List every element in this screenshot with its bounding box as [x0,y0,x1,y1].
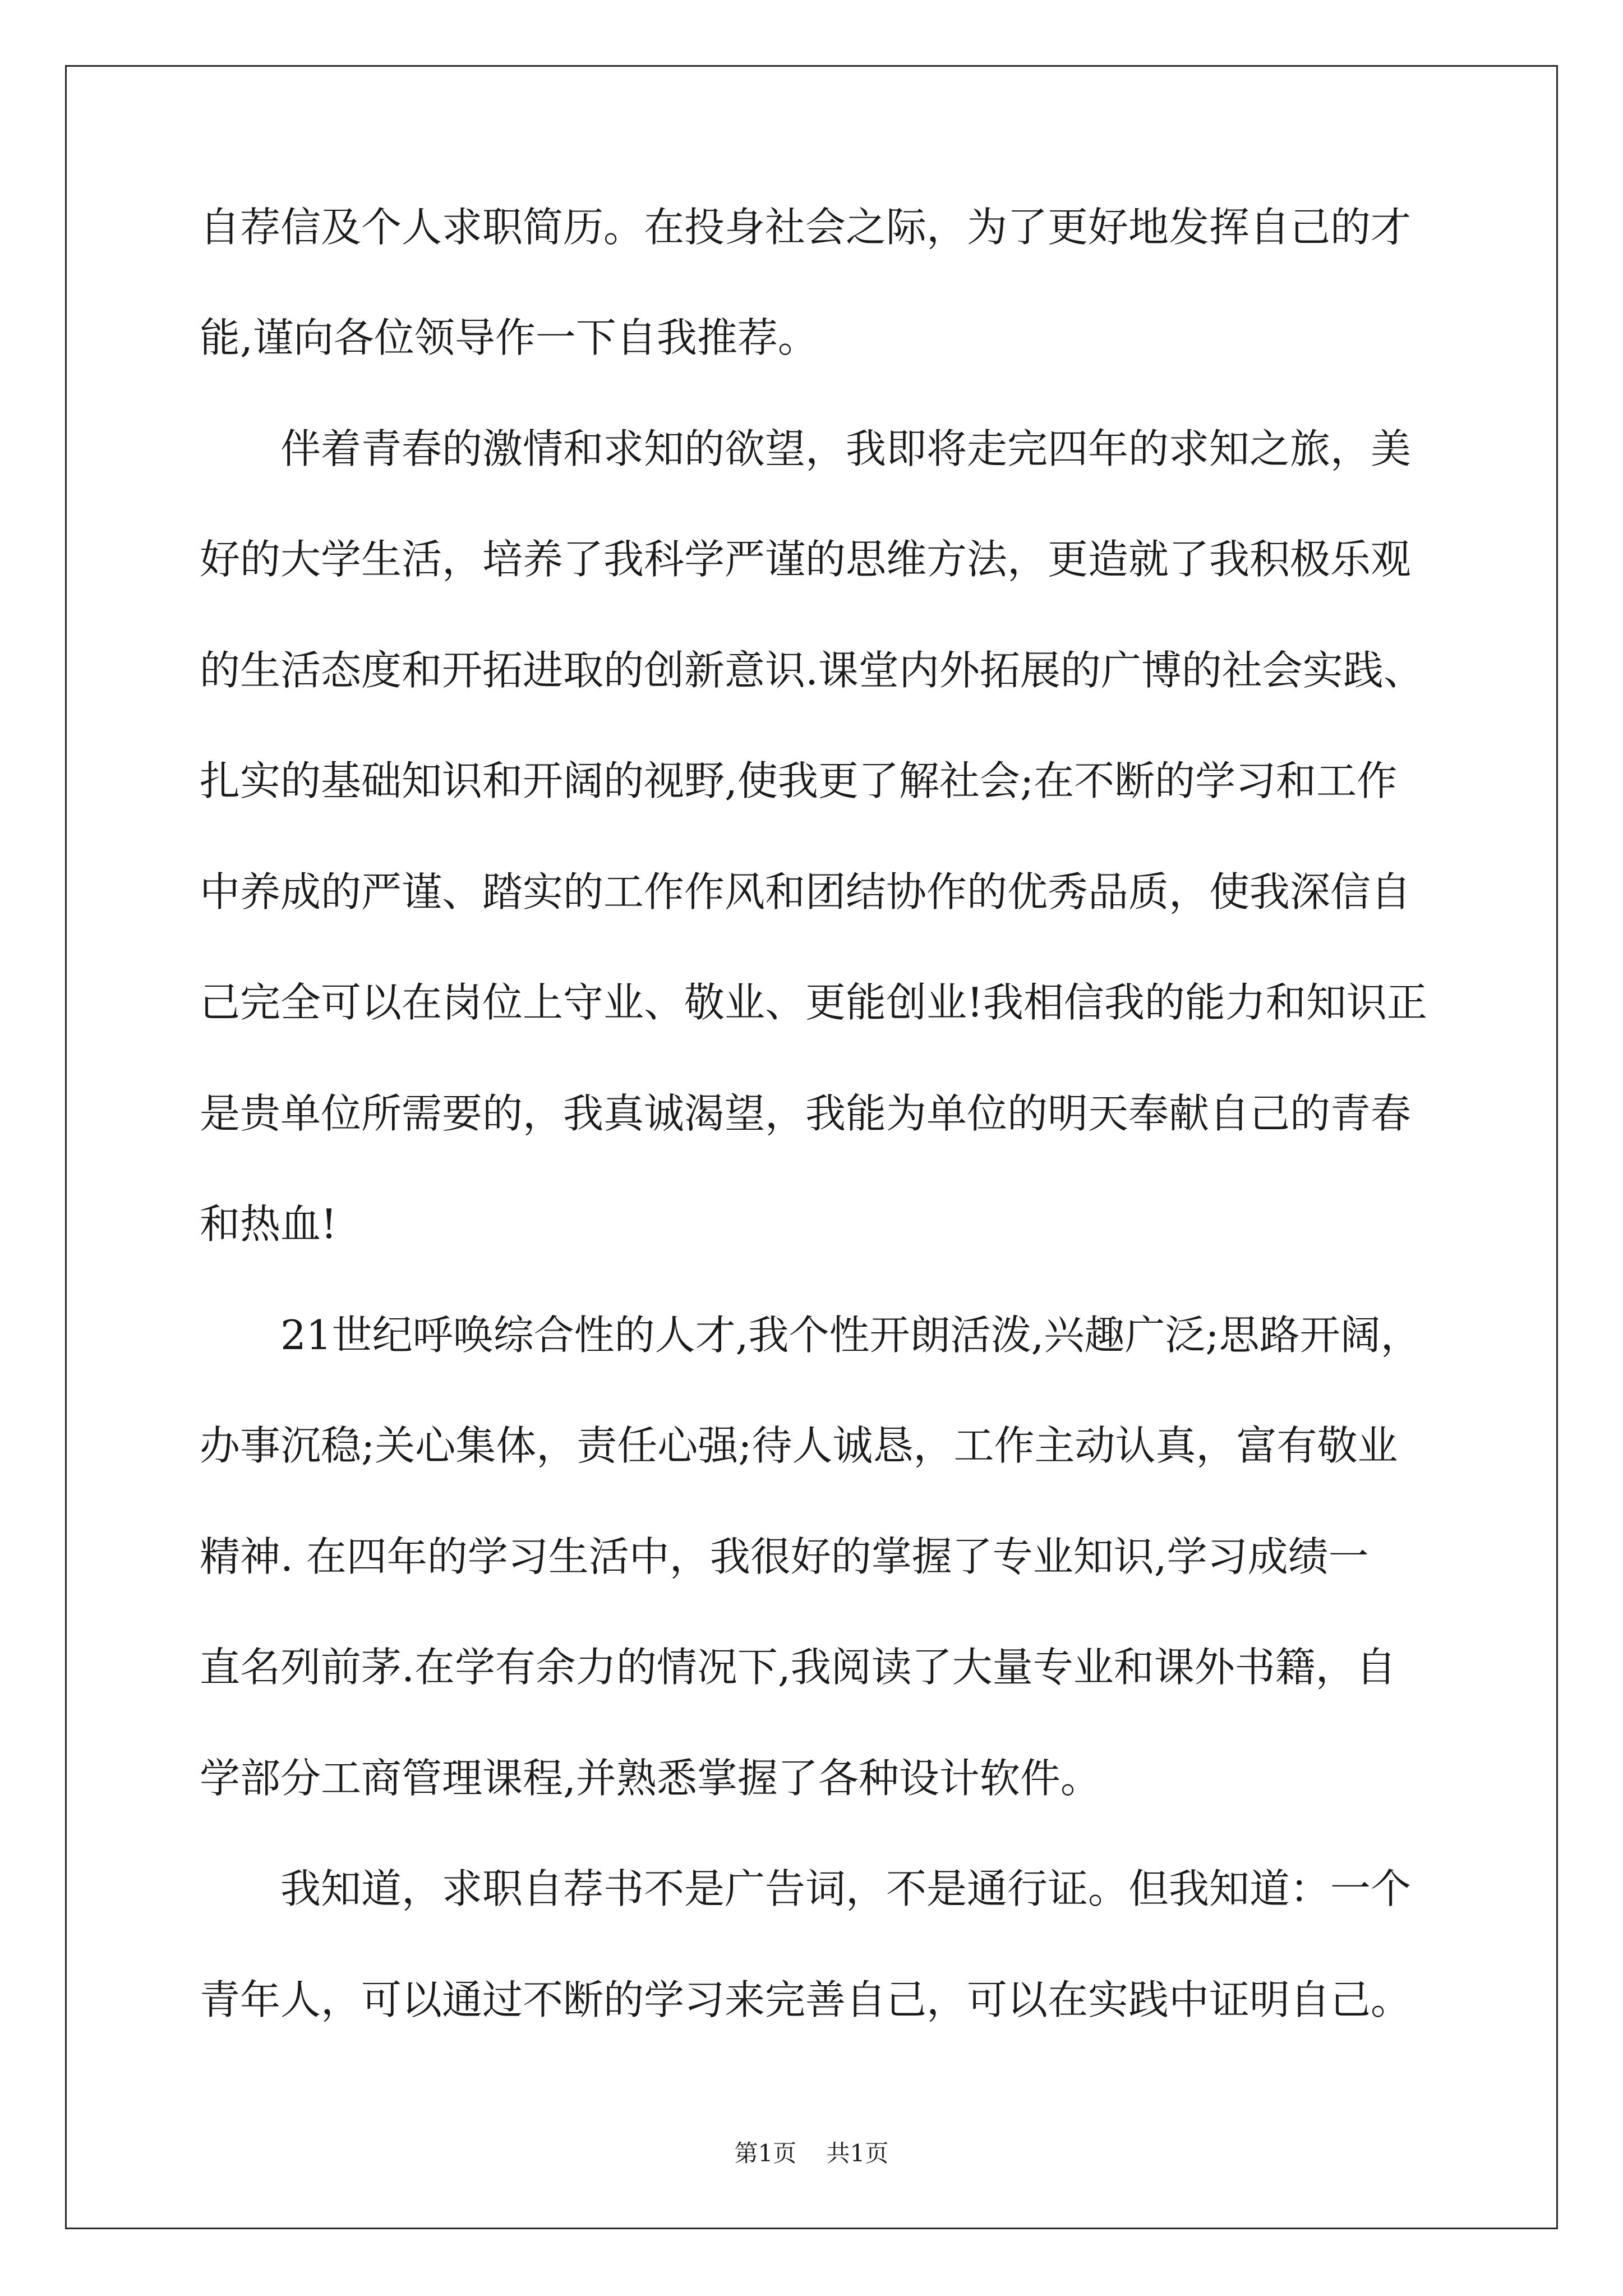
text-line: 能,谨向各位领导作一下自我推荐。 [200,314,818,361]
text-line: 学部分工商管理课程,并熟悉掌握了各种设计软件。 [200,1755,1101,1802]
text-line: 自荐信及个人求职简历。在投身社会之际，为了更好地发挥自己的才 [200,204,1412,251]
text-line: 中养成的严谨、踏实的工作作风和团结协作的优秀品质，使我深信自 [200,868,1412,915]
text-line: 办事沉稳;关心集体，责任心强;待人诚恳，工作主动认真，富有敬业 [200,1422,1398,1469]
paragraph-start-line: 21世纪呼唤综合性的人才,我个性开朗活泼,兴趣广泛;思路开阔， [280,1312,1421,1359]
text-line: 是贵单位所需要的，我真诚渴望，我能为单位的明天奉献自己的青春 [200,1090,1412,1137]
paragraph-start-line: 伴着青春的激情和求知的欲望，我即将走完四年的求知之旅，美 [280,425,1412,472]
text-line: 好的大学生活，培养了我科学严谨的思维方法，更造就了我积极乐观 [200,536,1412,583]
text-line: 扎实的基础知识和开阔的视野,使我更了解社会;在不断的学习和工作 [200,757,1398,804]
page-number-footer: 第1页 共1页 [734,2139,889,2167]
text-line: 和热血! [200,1200,337,1248]
text-line: 直名列前茅.在学有余力的情况下,我阅读了大量专业和课外书籍，自 [200,1644,1396,1691]
text-line: 己完全可以在岗位上守业、敬业、更能创业!我相信我的能力和知识正 [200,979,1427,1026]
text-line: 的生活态度和开拓进取的创新意识.课堂内外拓展的广博的社会实践、 [200,647,1424,694]
paragraph-start-line: 我知道，求职自荐书不是广告词，不是通行证。但我知道：一个 [280,1865,1412,1912]
text-line: 精神. 在四年的学习生活中，我很好的掌握了专业知识,学习成绩一 [200,1533,1369,1580]
text-line: 青年人，可以通过不断的学习来完善自己，可以在实践中证明自己。 [200,1976,1412,2023]
